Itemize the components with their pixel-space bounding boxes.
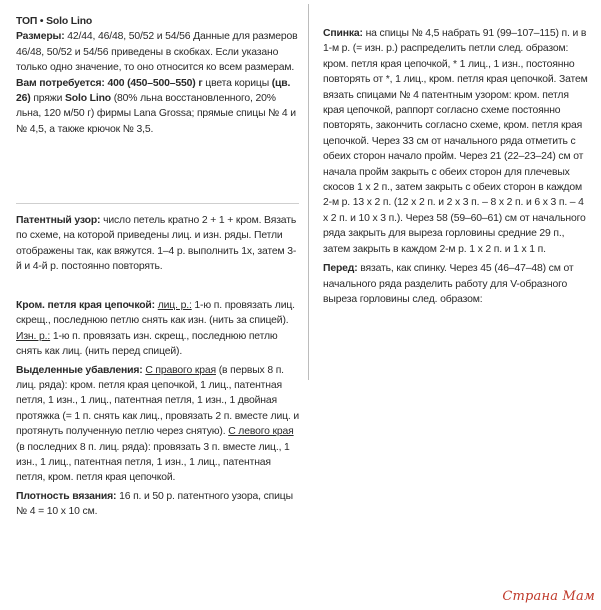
sizes-paragraph: Размеры: 42/44, 46/48, 50/52 и 54/56 Данные для размеров 46/48, 50/52 и 54/56 приведены в скобках. Если указано только одно значение, то оно относится ко всем размерам. (16, 31, 298, 74)
back-paragraph: Спинка: на спицы № 4,5 набрать 91 (99–107–115) п. и в 1-м р. (= изн. р.) распределить петли след. образом: кром. петля края цепочкой, * 1 лиц., 1 изн., постоянно повторять от *, 1 лиц., кром. петля края цепочкой. Затем вязать спицами № 4 патентным узором: кром. петля края цепочкой, раппорт согласно схеме постоянно повторять, закончить согласно схеме, кром. петля края цепочкой. Через 33 см от начального ряда отметить с обеих сторон начало пройм. Через 21 (22–23–24) см от начала пройм закрыть с обеих сторон для плечевых скосов 1 х 2 п., затем закрыть с обеих сторон в каждом 2-м р. 13 х 2 п. (12 х 2 п. и 2 х 3 п. – 8 х 2 п. и 6 х 3 п. – 4 х 2 п. и 10 х 3 п.). Через 58 (59–60–61) см от начального ряда закрыть для выреза горловины средние 29 п., затем закрыть в каждом 2-м р. 1 х 2 п. и 1 х 1 п. (323, 28, 588, 255)
decreases-paragraph: Выделенные убавления: С правого края (в первых 8 п. лиц. ряда): кром. петля края цепочкой, 1 лиц., патентная петля, 1 изн., 1 лиц., патентная петля, 1 изн., 1 двойная протяжка (= 1 п. снять как лиц., провязать 2 п. вместе лиц. и протянуть полученную петлю через снятую). С левого края (в последних 8 п. лиц. ряда): провязать 3 п. вместе лиц., 1 изн., 1 лиц., патентная петля, 1 изн., 1 лиц., патентная петля, кром. петля края цепочкой. (16, 364, 300, 484)
yarn-name: Solo Lino (46, 16, 93, 27)
watermark: Страна Мам (502, 589, 595, 604)
right-column (323, 26, 588, 307)
gauge-paragraph: Плотность вязания: 16 п. и 50 р. патентного узора, спицы № 4 = 10 х 10 см. (16, 490, 293, 518)
section-separator (16, 203, 299, 204)
pattern-paragraph: Патентный узор: число петель кратно 2 + 1 + кром. Вязать по схеме, на которой приведены лиц. и изн. ряды. Петли отображены так, как вяжутся. 1–4 р. выполнить 1х, затем 3-й и 4-й р. постоянно повторять. (16, 215, 297, 273)
pattern-section (16, 213, 301, 275)
column-divider (308, 4, 309, 380)
materials-paragraph: Вам потребуется: 400 (450–500–550) г цвета корицы (цв. 26) пряжи Solo Lino (80% льна восстановленного, 20% льна, 120 м/50 г) фирмы Lana Grossa; прямые спицы № 4 и № 4,5, а также крючок № 3,5. (16, 77, 296, 135)
left-column (16, 0, 301, 137)
technique-section (16, 298, 301, 520)
front-paragraph: Перед: вязать, как спинку. Через 45 (46–47–48) см от начального ряда разделить работу для V-образного выреза горловины след. образом: (323, 263, 574, 305)
edge-paragraph: Кром. петля края цепочкой: лиц. р.: 1-ю п. провязать лиц. скрещ., последнюю петлю снять как изн. (нить за спицей). Изн. р.: 1-ю п. провязать изн. скрещ., последнюю петлю снять как лиц. (нить перед спицей). (16, 300, 295, 358)
title: ТОП • Solo Lino (16, 16, 93, 27)
